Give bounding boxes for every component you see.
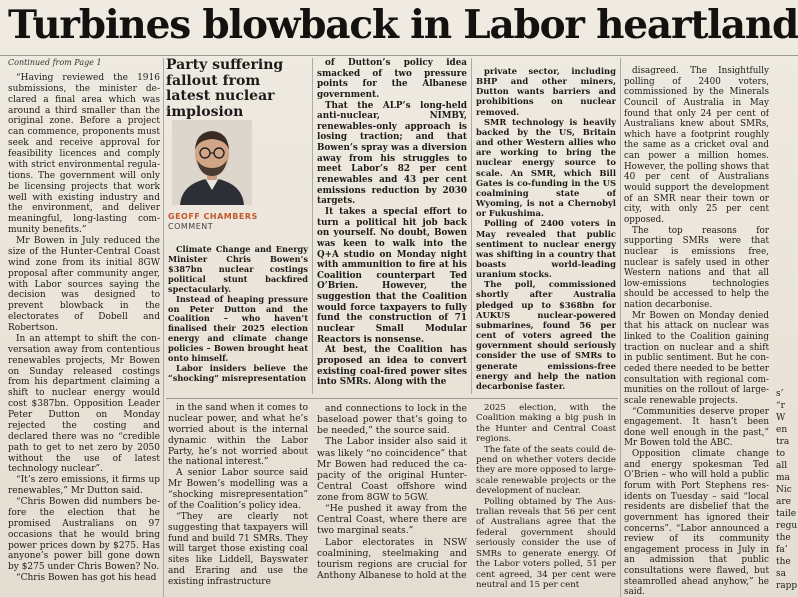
column-2-lower bbox=[168, 403, 308, 597]
fragment-text: are bbox=[776, 497, 791, 507]
column-4-bold bbox=[476, 66, 616, 394]
col4-para: private sector, including BHP and other miners, Dutton wants barriers and prohibitions on nuclear removed. bbox=[476, 66, 616, 117]
col5-para: disagreed. The Insightfully polling of 2400 voters, commissioned by the Minerals Council of Australia in May found that only 24 per cent of Australians knew about SMRs, which have a footprint roughly the same as a cricket oval and can power a million homes. However, the polling shows that 40 per cent of Australians would support the development of an SMR near their town or city, with only 25 per cent opposed. bbox=[624, 66, 769, 225]
headline: Turbines blowback in Labor heartland bbox=[8, 2, 798, 48]
sidebar-bottom-rule bbox=[166, 398, 618, 399]
fragment-text: the bbox=[776, 533, 791, 543]
col3-para: It takes a special effort to turn a political hit job back on yourself. No doubt, Bowen was keen to walk into the Q+A studio on Monday night with ammunition to fire at his Coalition counterpart Ted O’Brien. However, the suggestion that the Coalition would force taxpayers to fully fund the construction of 71 nuclear Small Modular Reactors is nonsense. bbox=[317, 206, 467, 345]
fragment-text: Nic bbox=[776, 485, 792, 495]
fragment-text: taile bbox=[776, 509, 797, 519]
col1-para: Mr Bowen in July reduced the size of the Hunter-Central Coast wind zone from its initial 8GW proposal after community anger, with Labor sources saying the decision was designed to prevent blowback in the electorates of Dobell and Robertson. bbox=[8, 236, 160, 333]
col4-para: The poll, commissioned shortly after Australia pledged up to $368bn for AUKUS nuclear-powered submarines, found 56 per cent of voters agreed the government should seriously consider the use of SMRs to generate emissions-free energy and help the nation decarbonise faster. bbox=[476, 279, 616, 391]
author-role: COMMENT bbox=[168, 222, 214, 231]
column-rule bbox=[312, 58, 313, 394]
author-photo bbox=[172, 120, 252, 205]
headline-rule bbox=[0, 55, 798, 56]
column-3-bold bbox=[317, 58, 467, 394]
column-5 bbox=[624, 66, 769, 597]
col5-para: The top reasons for supporting SMRs were that nuclear is emissions free, nuclear is safely used in other Western nations and that all low-emissions technologies should be accessed to help the nation decarbonise. bbox=[624, 225, 769, 311]
fragment-text: fa’ bbox=[776, 545, 788, 555]
column-2-bold bbox=[168, 245, 308, 395]
col5-para: “Communities deserve proper engagement. It hasn’t been done well enough in the past,” Mr Bowen told the ABC. bbox=[624, 406, 769, 449]
col5-para: Mr Bowen on Monday denied that his attack on nuclear was linked to the Coalition gaining traction on nuclear and a shift in public sentiment. But he conceded there needed to be better consultation with regional communities on the rollout of large-scale renewable projects. bbox=[624, 310, 769, 406]
col5-para: Opposition climate change and energy spokesman Ted O’Brien – who will hold a public forum with Port Stephens residents on Tuesday – said “local residents are disbelief that the government has ignored their concerns”. “Labor announced a review of its community engagement process in July in an admission that public consultations were flawed, but steamrolled ahead anyhow,” he said. bbox=[624, 449, 769, 597]
fragment-text: rapp bbox=[776, 581, 798, 591]
fragment-text: s’ bbox=[776, 389, 784, 399]
col2b-para: “They are clearly not suggesting that taxpayers will fund and build 71 SMRs. They will target those existing coal sites like Liddell, Bayswater and Eraring and use the existing infrastructure bbox=[168, 511, 308, 587]
fragment-text: “r bbox=[776, 401, 785, 411]
col3b-para: Labor electorates in NSW coalmining, steelmaking and tourism regions are crucial for Anthony Albanese to hold at the bbox=[317, 536, 467, 581]
adjacent-article-fragment bbox=[776, 388, 798, 597]
fragment-text: regu bbox=[776, 521, 798, 531]
fragment-text: all bbox=[776, 461, 788, 471]
author-name: GEOFF CHAMBERS bbox=[168, 212, 258, 221]
col3-para: At best, the Coalition has proposed an idea to convert existing coal-fired power sites into SMRs. Along with the bbox=[317, 345, 467, 388]
fragment-text: en bbox=[776, 425, 788, 435]
column-4-lower bbox=[476, 403, 616, 597]
col3-para: That the ALP’s long-held anti-nuclear, NIMBY, renewables-only approach is losing traction; and that Bowen’s spray was a diversion away from his struggles to meet Labor’s 82 per cent renewables and 43 per cent emissions reduction by 2030 targets. bbox=[317, 100, 467, 207]
column-1 bbox=[8, 58, 160, 597]
col1-para: “Having reviewed the 1916 submissions, the minister de clared a final area which was around a third smaller than the original zone. Before a project can commence, proponents must seek and receive approval for feasibility licences and comply with strict environmental regulations. The government will only be licensing projects that work well with existing industry and the environment, and deliver meaningful, long-lasting community benefits.” bbox=[8, 72, 160, 236]
column-rule bbox=[471, 58, 472, 394]
fragment-text: tra bbox=[776, 437, 790, 447]
col4b-para: 2025 election, with the Coalition making a big push in the Hunter and Central Coast regions. bbox=[476, 403, 616, 445]
column-rule bbox=[163, 58, 164, 597]
col4-para: SMR technology is heavily backed by the US, Britain and other Western allies who are working to bring the nuclear energy source to scale. An SMR, which Bill Gates is co-funding in the US coalmining state of Wyoming, is not a Chernobyl or Fukushima. bbox=[476, 116, 616, 219]
col2-para: Climate Change and Energy Minister Chris Bowen’s $387bn nuclear costings political stunt backfired spectacularly. bbox=[168, 245, 308, 294]
col1-para: “It’s zero emissions, it firms up renewables,” Mr Dutton said. bbox=[8, 475, 160, 497]
col3b-para: The Labor insider also said it was likely “no coincidence” that Mr Bowen had reduced the capacity of the original Hunter-Central Coast offshore wind zone from 8GW to 5GW. bbox=[317, 436, 467, 503]
col2b-para: A senior Labor source said Mr Bowen’s modelling was a “shocking misrepresentation” of the Coalition’s policy idea. bbox=[168, 468, 308, 511]
col1-para: “Chris Bowen has got his head bbox=[16, 573, 157, 584]
col2-para: Labor insiders believe the “shocking” misrepresentation bbox=[168, 363, 308, 383]
col4b-para: The fate of the seats could depend on whether voters decide they are more opposed to large-scale renewable projects or the development of nuclear. bbox=[476, 444, 616, 497]
fragment-text: to bbox=[776, 449, 786, 459]
col3b-para: “He pushed it away from the Central Coast, where there are two marginal seats.” bbox=[317, 503, 467, 537]
col4b-para: Polling obtained by The Australian reveals that 56 per cent of Australians agree that the federal government should seriously consider the use of SMRs to generate energy. Of the Labor voters polled, 51 per cent agreed, 34 per cent were neutral and 15 per cent bbox=[476, 496, 616, 590]
byline bbox=[168, 212, 308, 232]
fragment-text: the bbox=[776, 557, 791, 567]
col3-para: of Dutton’s policy idea smacked of two pressure points for the Albanese government. bbox=[317, 58, 467, 100]
col2b-para: in the sand when it comes to nuclear power, and what he’s worried about is the internal dynamic within the Labor Party, he’s not worried about the national interest.” bbox=[168, 403, 308, 468]
fragment-text: W bbox=[776, 413, 786, 423]
fragment-text: sa bbox=[776, 569, 786, 579]
sidebar-headline: Party suffering fallout from latest nuclear implosion bbox=[166, 57, 284, 120]
fragment-text: ma bbox=[776, 473, 790, 483]
col1-para: “Chris Bowen did numbers before the election that he promised Australians on 97 occasions that he would bring power prices down by $275. Has anyone’s power bill gone down by $275 under Chris Bowen? No. bbox=[8, 497, 160, 573]
col3b-para: and connections to lock in the baseload power that’s going to be needed,” the source said. bbox=[317, 403, 467, 437]
column-rule bbox=[620, 58, 621, 597]
col2-para: Instead of heaping pressure on Peter Dutton and the Coalition – who haven’t finalised their 2025 election energy and climate change policies – Bowen brought heat onto himself. bbox=[168, 293, 308, 364]
col4-para: Polling of 2400 voters in May revealed that public sentiment to nuclear energy was shifting in a country that boasts world-leading uranium stocks. bbox=[476, 218, 616, 280]
continued-note: Continued from Page 1 bbox=[8, 58, 102, 67]
column-3-lower bbox=[317, 403, 467, 597]
col1-para: In an attempt to shift the conversation away from contentious renewables projects, Mr Bowen on Sunday released costings from his department claiming a shift to nuclear energy would cost $387bn. Opposition Leader Peter Dutton on Monday rejected the costing and declared there was no “credible path to get to net zero by 2050 without the use of latest technology nuclear”. bbox=[8, 333, 160, 475]
